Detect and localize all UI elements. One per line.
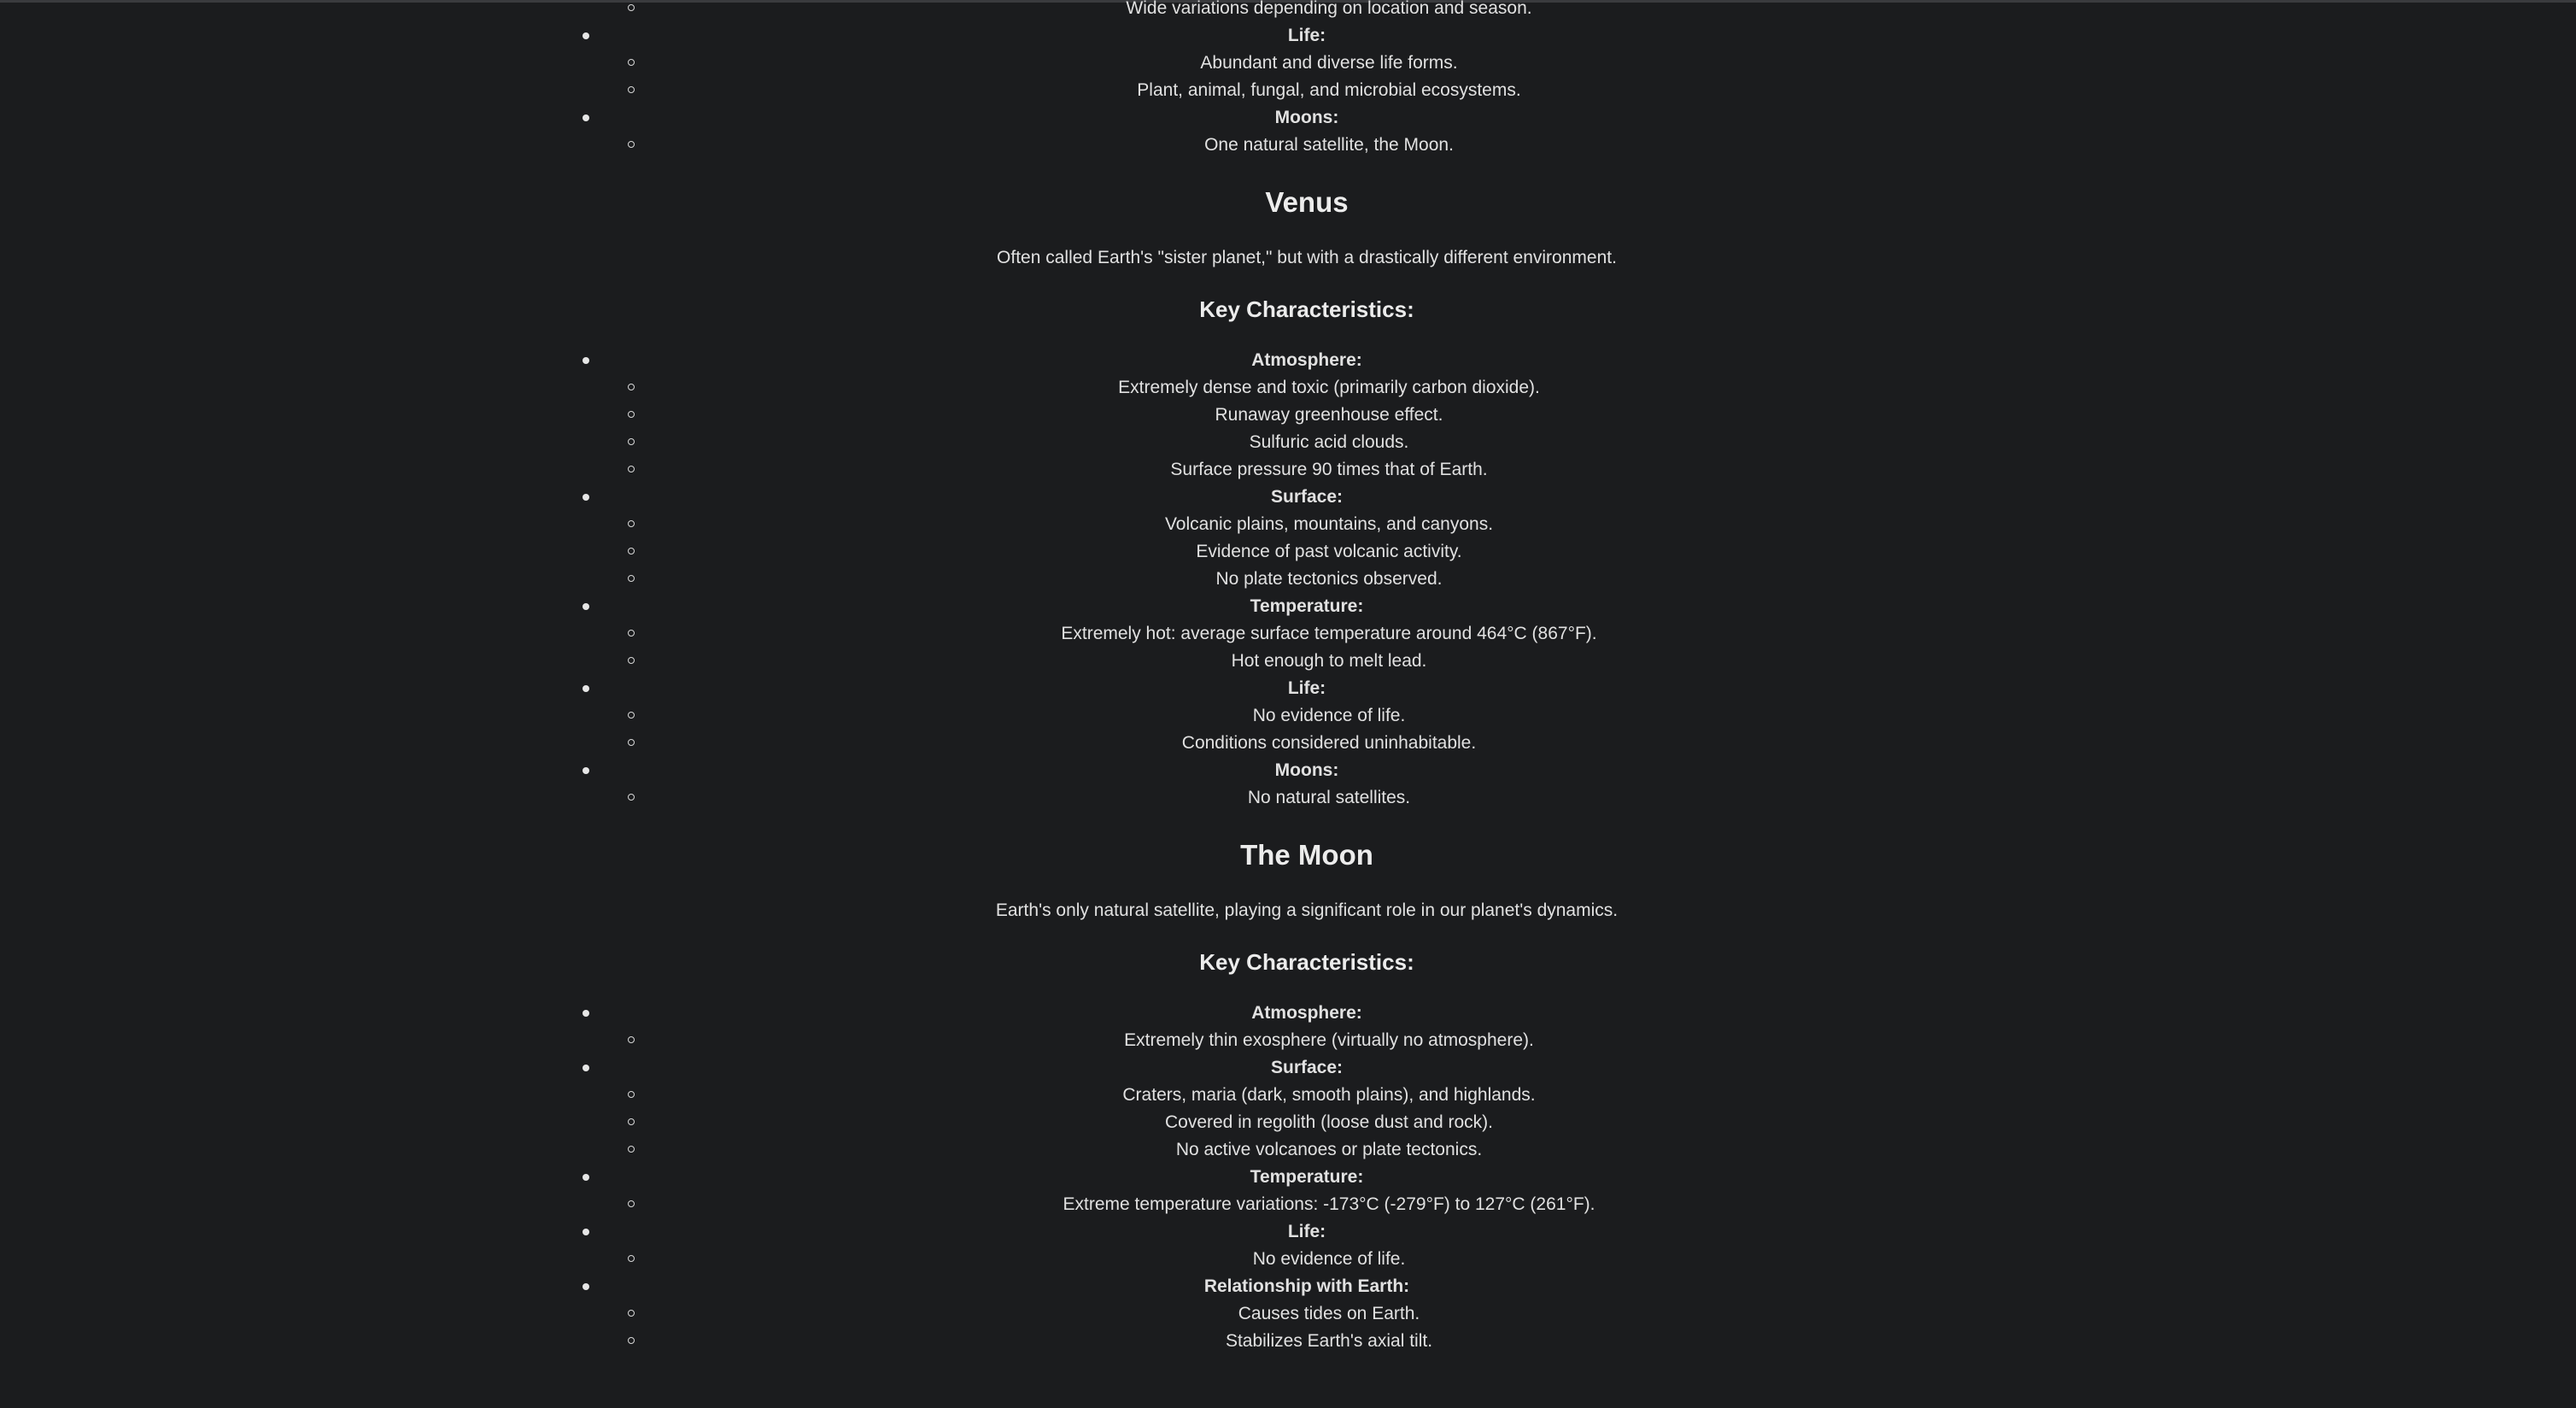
moon-intro: Earth's only natural satellite, playing a significant role in our planet's dynamics. [995,901,1619,920]
list-subitem-text: Runaway greenhouse effect. [1215,405,1443,425]
list-subitem [0,1328,2576,1355]
disc-bullet-icon [583,1065,589,1071]
disc-bullet-icon [583,1283,589,1290]
list-subitem-text: Covered in regolith (loose dust and rock). [1164,1112,1494,1132]
circle-bullet-icon [628,739,635,746]
list-subitem-text: Causes tides on Earth. [1238,1304,1420,1323]
list-item-label: Life: [1287,678,1326,698]
list-subitem [0,1027,2576,1054]
list-subitem-text: No evidence of life. [1252,706,1406,725]
circle-bullet-icon [628,1118,635,1125]
circle-bullet-icon [628,630,635,637]
circle-bullet-icon [628,466,635,472]
circle-bullet-icon [628,1091,635,1098]
list-subitem [0,1300,2576,1328]
venus-intro: Often called Earth's "sister planet," but with a drastically different environment. [997,248,1617,267]
list-subitem-text: No active volcanoes or plate tectonics. [1175,1140,1483,1159]
list-subitem [0,730,2576,757]
list-subitem-text: No natural satellites. [1247,788,1411,807]
circle-bullet-icon [628,657,635,664]
circle-bullet-icon [628,1146,635,1153]
circle-bullet-icon [628,384,635,390]
circle-bullet-icon [628,1200,635,1207]
list-item-heading [0,1273,2576,1300]
circle-bullet-icon [628,1255,635,1262]
circle-bullet-icon [628,1337,635,1344]
disc-bullet-icon [583,603,589,610]
list-subitem-text: Volcanic plains, mountains, and canyons. [1164,514,1494,534]
list-subitem-text: Plant, animal, fungal, and microbial ecosystems. [1137,80,1521,100]
disc-bullet-icon [583,114,589,121]
list-subitem-text: Evidence of past volcanic activity. [1196,542,1462,561]
circle-bullet-icon [628,141,635,148]
list-subitem [0,456,2576,484]
list-item-heading [0,484,2576,511]
disc-bullet-icon [583,1229,589,1235]
list-item-heading [0,675,2576,702]
disc-bullet-icon [583,494,589,501]
list-subitem-text: Abundant and diverse life forms. [1200,53,1458,73]
list-subitem-text: Extremely hot: average surface temperature around 464°C (867°F). [1061,624,1597,643]
list-subitem-text: One natural satellite, the Moon. [1204,135,1454,155]
list-subitem-text: Extremely thin exosphere (virtually no atmosphere). [1124,1030,1534,1050]
disc-bullet-icon [583,767,589,774]
list-subitem [0,374,2576,402]
circle-bullet-icon [628,4,635,11]
list-subitem [0,1191,2576,1218]
list-subitem-text: Wide variations depending on location and season. [1126,0,1532,18]
list-subitem-text: Stabilizes Earth's axial tilt. [1225,1331,1433,1351]
circle-bullet-icon [628,86,635,93]
circle-bullet-icon [628,794,635,801]
section-title-moon: The Moon [1240,839,1373,871]
list-subitem [0,0,2576,22]
list-item-heading [0,347,2576,374]
list-subitem [0,538,2576,566]
list-subitem [0,1136,2576,1164]
list-subitem [0,511,2576,538]
list-item-label: Temperature: [1250,596,1364,616]
list-subitem [0,1082,2576,1109]
list-item-heading [0,1218,2576,1246]
disc-bullet-icon [583,357,589,364]
circle-bullet-icon [628,59,635,66]
list-subitem [0,402,2576,429]
circle-bullet-icon [628,548,635,554]
list-subitem [0,77,2576,104]
disc-bullet-icon [583,32,589,39]
list-subitem-text: Extremely dense and toxic (primarily carbon dioxide). [1118,378,1540,397]
list-subitem [0,566,2576,593]
circle-bullet-icon [628,411,635,418]
list-subitem-text: Craters, maria (dark, smooth plains), and highlands. [1122,1085,1536,1105]
list-subitem-text: Sulfuric acid clouds. [1249,432,1409,452]
list-subitem [0,1109,2576,1136]
list-item-label: Relationship with Earth: [1203,1276,1410,1296]
list-subitem [0,1246,2576,1273]
list-subitem [0,620,2576,648]
list-item-label: Life: [1287,1222,1326,1241]
circle-bullet-icon [628,712,635,719]
list-subitem-text: Conditions considered uninhabitable. [1181,733,1477,753]
list-item-heading [0,22,2576,50]
list-subitem [0,648,2576,675]
list-subitem [0,784,2576,812]
disc-bullet-icon [583,1010,589,1017]
venus-subheading: Key Characteristics: [1199,296,1414,322]
list-subitem [0,132,2576,159]
list-item-label: Surface: [1270,487,1344,507]
list-subitem-text: No plate tectonics observed. [1215,569,1443,589]
list-item-heading [0,104,2576,132]
circle-bullet-icon [628,520,635,527]
list-item-label: Moons: [1274,760,1339,780]
circle-bullet-icon [628,1036,635,1043]
list-item-heading [0,1054,2576,1082]
disc-bullet-icon [583,685,589,692]
list-item-heading [0,757,2576,784]
list-item-label: Atmosphere: [1251,1003,1362,1023]
list-item-heading [0,1164,2576,1191]
disc-bullet-icon [583,1174,589,1181]
list-item-label: Life: [1287,26,1326,45]
list-subitem [0,50,2576,77]
list-item-label: Moons: [1274,108,1339,127]
list-item-label: Atmosphere: [1251,350,1362,370]
list-subitem-text: Extreme temperature variations: -173°C (-279°F) to 127°C (261°F). [1063,1194,1595,1214]
list-subitem [0,429,2576,456]
circle-bullet-icon [628,575,635,582]
list-subitem-text: Surface pressure 90 times that of Earth. [1170,460,1488,479]
section-title-venus: Venus [1265,186,1349,218]
list-subitem-text: Hot enough to melt lead. [1231,651,1427,671]
moon-subheading: Key Characteristics: [1199,949,1414,975]
list-item-label: Temperature: [1250,1167,1364,1187]
list-item-heading [0,593,2576,620]
list-item-heading [0,1000,2576,1027]
list-item-label: Surface: [1270,1058,1344,1077]
circle-bullet-icon [628,1310,635,1317]
list-subitem [0,702,2576,730]
list-subitem-text: No evidence of life. [1252,1249,1406,1269]
circle-bullet-icon [628,438,635,445]
